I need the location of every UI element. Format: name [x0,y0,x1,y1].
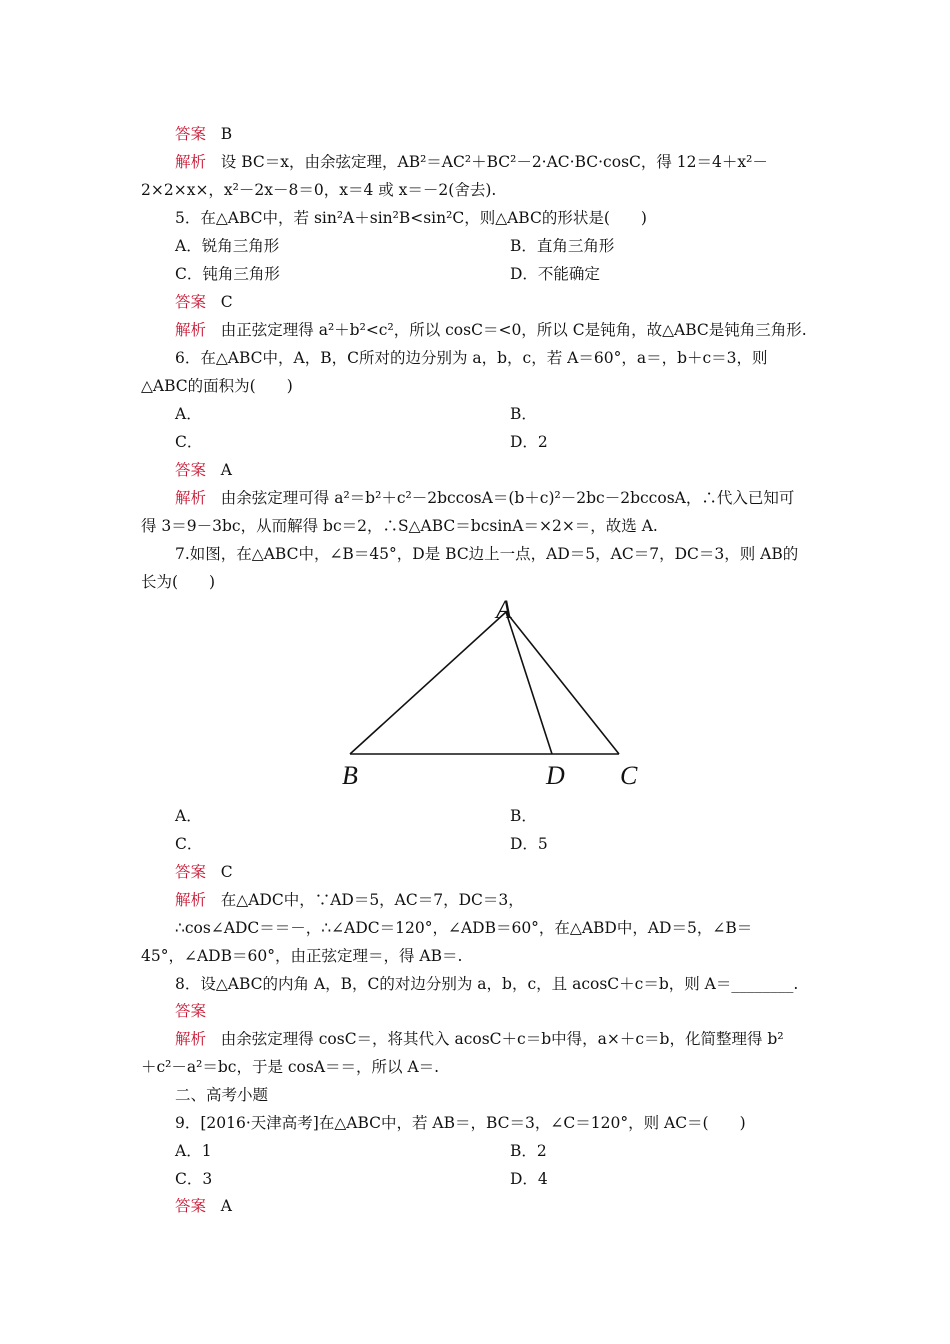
q4-answer: 答案 B [175,125,233,143]
q6-option-b: B． [510,405,537,423]
q8-answer-label: 答案 [175,1002,207,1020]
q7-option-b: B． [510,807,537,825]
q7-analysis-line2: ∴cos∠ADC＝＝－，∴∠ADC＝120°，∠ADB＝60°，在△ABD中，AD＝5，∠B＝ [175,919,753,937]
q5-stem: 5．在△ABC中，若 sin²A＋sin²B<sin²C，则△ABC的形状是( ) [175,209,647,227]
q5-answer: 答案 C [175,293,233,311]
q5-option-b: B．直角三角形 [510,237,615,255]
q7-stem-line2: 长为( ) [141,573,216,591]
q9-stem: 9．[2016·天津高考]在△ABC中，若 AB＝，BC＝3，∠C＝120°，则 AC＝( ) [175,1114,746,1132]
q6-option-c: C． [175,433,203,451]
q7-answer: 答案 C [175,863,233,881]
q9-option-d: D．4 [510,1170,548,1188]
q7-analysis-line1: 解析 在△ADC中，∵AD＝5，AC＝7，DC＝3， [175,891,524,909]
q6-option-a: A． [175,405,202,423]
q7-option-d: D．5 [510,835,548,853]
q4-analysis-line2: 2×2×x×，x²－2x－8＝0，x＝4 或 x＝－2(舍去). [141,181,497,199]
q5-option-c: C．钝角三角形 [175,265,280,283]
q7-stem-line1: 7.如图，在△ABC中，∠B＝45°，D是 BC边上一点，AD＝5，AC＝7，DC＝3，则 AB的 [175,545,799,563]
q6-option-d: D．2 [510,433,548,451]
section-title: 二、高考小题 [175,1086,269,1104]
q9-option-b: B．2 [510,1142,547,1160]
q6-stem-line2: △ABC的面积为( ) [141,377,293,395]
q8-analysis-line1: 解析 由余弦定理得 cosC＝，将其代入 acosC＋c＝b中得，a×＋c＝b，化简整理得 b² [175,1030,784,1048]
vertex-a-label: A [496,595,512,624]
q7-option-c: C． [175,835,203,853]
q5-option-d: D．不能确定 [510,265,600,283]
q5-analysis: 解析 由正弦定理得 a²＋b²<c²，所以 cosC＝<0，所以 C是钝角，故△ABC是钝角三角形. [175,321,807,339]
point-d-label: D [546,761,565,790]
side-ac [506,612,619,754]
vertex-b-label: B [342,761,358,790]
vertex-c-label: C [620,761,638,790]
q5-option-a: A．锐角三角形 [175,237,280,255]
q7-option-a: A． [175,807,202,825]
q9-option-a: A．1 [175,1142,212,1160]
q9-answer: 答案 A [175,1197,232,1215]
q9-option-c: C．3 [175,1170,213,1188]
q6-answer: 答案 A [175,461,232,479]
q6-stem-line1: 6．在△ABC中，A，B，C所对的边分别为 a，b，c，若 A＝60°，a＝，b＋c＝3，则 [175,349,768,367]
q8-analysis-line2: ＋c²－a²＝bc，于是 cosA＝＝，所以 A＝. [141,1058,440,1076]
triangle-figure [330,590,650,790]
q6-analysis-line2: 得 3＝9－3bc，从而解得 bc＝2，∴S△ABC＝bcsinA＝×2×＝，故选 A. [141,517,658,535]
q4-analysis-line1: 解析 设 BC＝x，由余弦定理，AB²＝AC²＋BC²－2·AC·BC·cosC，得 12＝4＋x²－ [175,153,768,171]
q8-stem: 8．设△ABC的内角 A，B，C的对边分别为 a，b，c，且 acosC＋c＝b，则 A＝________. [175,975,799,993]
segment-ad [506,612,552,754]
q6-analysis-line1: 解析 由余弦定理可得 a²＝b²＋c²－2bccosA＝(b＋c)²－2bc－2bccosA，∴代入已知可 [175,489,795,507]
q7-analysis-line3: 45°，∠ADB＝60°，由正弦定理＝，得 AB＝. [141,947,463,965]
side-ab [350,612,506,754]
